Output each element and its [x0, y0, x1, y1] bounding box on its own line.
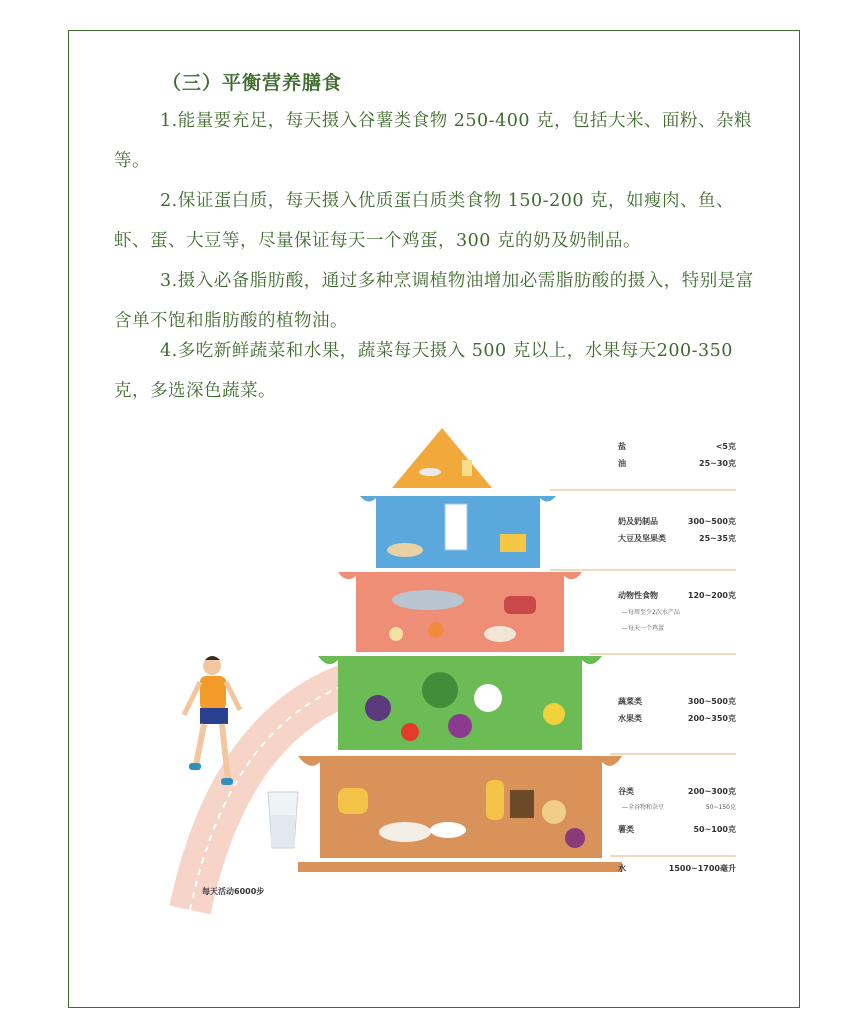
tier-animal-foods — [338, 572, 582, 652]
note-egg: —每天一个鸡蛋 — [622, 625, 665, 632]
tier-vegetables-fruits — [318, 656, 602, 750]
amount-tubers: 50~100克 — [693, 825, 736, 834]
amount-whole-grains: 50~150克 — [705, 804, 736, 811]
label-water: 水 — [618, 864, 626, 873]
note-seafood: —每周至少2次水产品 — [622, 609, 680, 616]
paragraph-fatty-acids: 3.摄入必备脂肪酸，通过多种烹调植物油增加必需脂肪酸的摄入，特别是富含单不饱和脂肪酸的植物油。 — [114, 271, 754, 331]
amount-salt: <5克 — [715, 442, 736, 451]
water-bar — [298, 862, 622, 872]
label-tubers: 薯类 — [618, 825, 634, 834]
label-dairy: 奶及奶制品 — [618, 517, 658, 526]
tier-oil-salt — [392, 428, 492, 488]
label-fruits: 水果类 — [618, 714, 642, 723]
paragraph-energy: 1.能量要充足，每天摄入谷薯类食物 250-400 克，包括大米、面粉、杂粮等。 — [114, 111, 753, 171]
paragraph-protein: 2.保证蛋白质，每天摄入优质蛋白质类食物 150-200 克，如瘦肉、鱼、虾、蛋、大豆等，尽量保证每天一个鸡蛋，300 克的奶及奶制品。 — [114, 191, 735, 251]
amount-dairy: 300~500克 — [687, 517, 736, 526]
label-animal-foods: 动物性食物 — [618, 591, 658, 600]
amount-oil: 25~30克 — [699, 459, 736, 468]
label-soy-nuts: 大豆及坚果类 — [618, 534, 666, 543]
paragraph-vegetables: 4.多吃新鲜蔬菜和水果，蔬菜每天摄入 500 克以上，水果每天200-350 克，多选深色蔬菜。 — [114, 341, 733, 401]
label-grains: 谷类 — [618, 787, 634, 796]
water-glass-icon — [268, 792, 298, 848]
amount-vegetables: 300~500克 — [687, 697, 736, 706]
label-oil: 油 — [618, 459, 626, 468]
amount-soy-nuts: 25~35克 — [699, 534, 736, 543]
amount-water: 1500~1700毫升 — [668, 864, 736, 873]
amount-animal-foods: 120~200克 — [687, 591, 736, 600]
amount-fruits: 200~350克 — [687, 714, 736, 723]
section-heading: （三）平衡营养膳食 — [162, 72, 343, 94]
label-salt: 盐 — [618, 442, 626, 451]
label-vegetables: 蔬菜类 — [618, 697, 642, 706]
tier-dairy-soy — [360, 496, 556, 568]
note-whole-grains: —全谷物和杂豆 — [622, 804, 665, 811]
activity-label: 每天活动6000步 — [202, 887, 265, 896]
amount-grains: 200~300克 — [687, 787, 736, 796]
tier-grains-tubers — [298, 756, 622, 858]
food-pyramid-figure — [170, 420, 750, 920]
